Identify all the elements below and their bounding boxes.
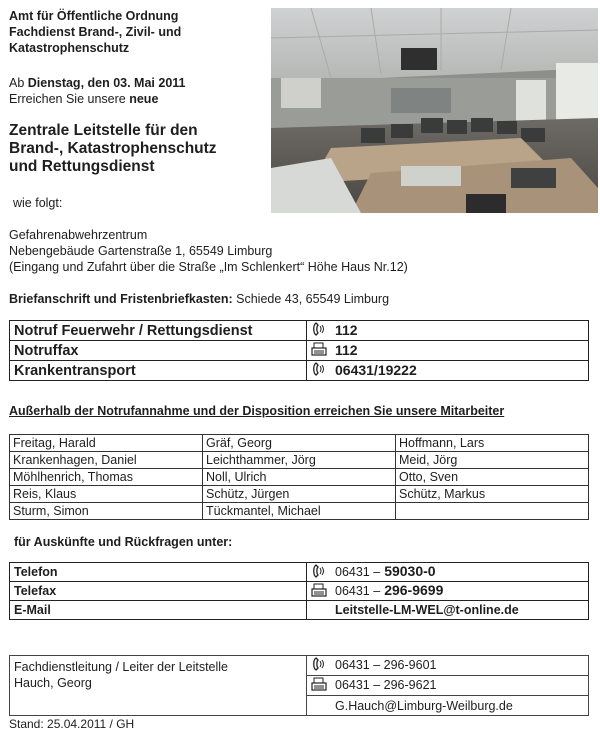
- emergency-label: Krankentransport: [10, 361, 307, 381]
- table-row: Sturm, Simon Tückmantel, Michael: [10, 503, 589, 520]
- fax-number: 296-9699: [384, 582, 444, 599]
- header-line: Katastrophenschutz: [9, 41, 130, 55]
- fax-number: 112: [335, 341, 358, 358]
- leader-contact-table: [9, 655, 589, 716]
- table-row: Freitag, Harald Gräf, Georg Hoffmann, Lars: [10, 435, 589, 452]
- phone-number: 06431 – 296-9601: [335, 657, 437, 672]
- table-row: Telefax 06431 – 296-9699: [10, 582, 589, 601]
- wie-folgt-text: wie folgt:: [13, 196, 63, 210]
- fax-icon: [311, 583, 329, 600]
- announcement: Ab Dienstag, den 03. Mai 2011 Erreichen Sie unsere neue: [9, 76, 186, 106]
- inquiries-heading: für Auskünfte und Rückfragen unter:: [14, 535, 233, 549]
- phone-icon: [311, 657, 329, 674]
- control-room-photo: [271, 8, 598, 213]
- email-address[interactable]: Leitstelle-LM-WEL@t-online.de: [307, 601, 589, 620]
- table-row: [10, 656, 589, 676]
- emergency-numbers-table: [9, 320, 589, 381]
- phone-icon: [311, 362, 329, 379]
- table-row: [10, 321, 589, 341]
- table-row: [10, 341, 589, 361]
- phone-number: 59030-0: [384, 563, 436, 579]
- emergency-label: Notruf Feuerwehr / Rettungsdienst: [10, 321, 307, 341]
- mailing-address: Briefanschrift und Fristenbriefkasten: Schiede 43, 65549 Limburg: [9, 292, 390, 306]
- phone-icon: [311, 322, 329, 339]
- header-line: Amt für Öffentliche Ordnung: [9, 9, 179, 23]
- table-row: Möhlhenrich, Thomas Noll, Ulrich Otto, Sven: [10, 469, 589, 486]
- table-row: [10, 361, 589, 381]
- fax-number: 06431 – 296-9621: [335, 677, 437, 692]
- phone-icon: [311, 564, 329, 581]
- phone-number: 112: [335, 321, 358, 338]
- phone-number: 06431/19222: [335, 361, 417, 378]
- department-header: [9, 8, 181, 56]
- leader-name: Hauch, Georg: [14, 676, 92, 690]
- fax-icon: [311, 342, 329, 359]
- footer-date: Stand: 25.04.2011 / GH: [9, 717, 135, 731]
- leader-role: Fachdienstleitung / Leiter der Leitstelle: [14, 660, 229, 674]
- table-row: Krankenhagen, Daniel Leichthammer, Jörg Meid, Jörg: [10, 452, 589, 469]
- address-block: Gefahrenabwehrzentrum Nebengebäude Gartenstraße 1, 65549 Limburg (Eingang und Zufahrt über die Straße „Im Schlenkert“ Höhe Haus Nr.12): [9, 228, 408, 274]
- header-line: Fachdienst Brand-, Zivil- und: [9, 25, 182, 39]
- table-row: Telefon 06431 – 59030-0: [10, 563, 589, 582]
- table-row: E-Mail Leitstelle-LM-WEL@t-online.de: [10, 601, 589, 620]
- emergency-label: Notruffax: [10, 341, 307, 361]
- email-address[interactable]: G.Hauch@Limburg-Weilburg.de: [307, 696, 589, 716]
- staff-heading: Außerhalb der Notrufannahme und der Disposition erreichen Sie unsere Mitarbeiter: [9, 404, 505, 418]
- start-date: Dienstag, den 03. Mai 2011: [27, 76, 186, 90]
- staff-table: [9, 434, 589, 520]
- fax-icon: [311, 677, 329, 694]
- table-row: Reis, Klaus Schütz, Jürgen Schütz, Markus: [10, 486, 589, 503]
- contact-table: [9, 562, 589, 620]
- page-title: Zentrale Leitstelle für den Brand-, Katastrophenschutz und Rettungsdienst: [9, 122, 217, 175]
